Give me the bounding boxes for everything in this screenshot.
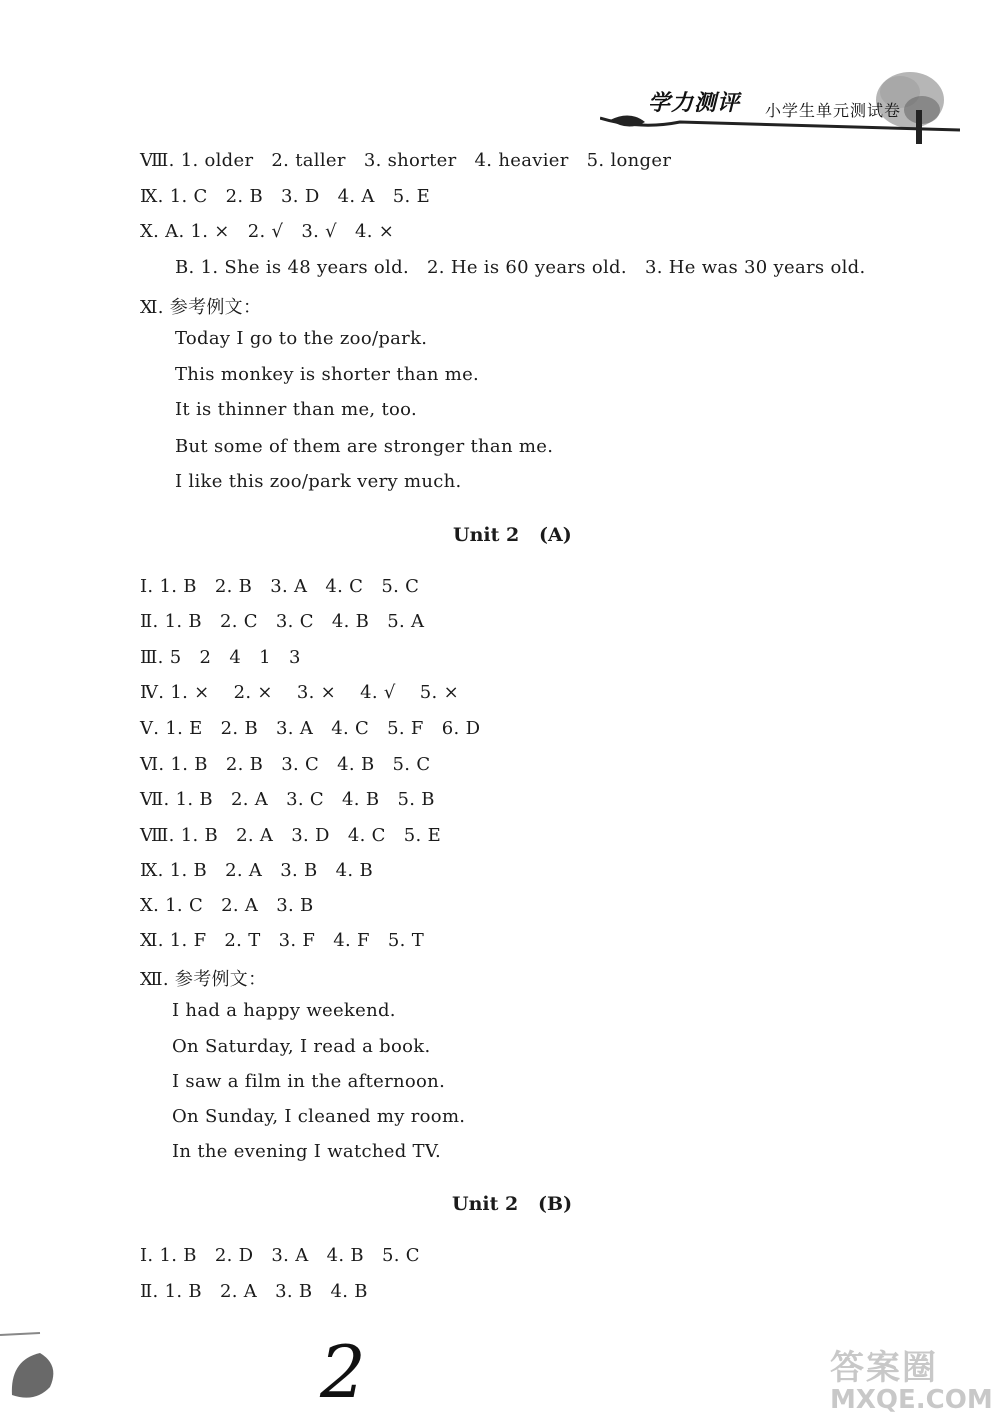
answer-line: Ⅻ. 参考例文： bbox=[140, 969, 267, 990]
essay-line: It is thinner than me, too. bbox=[175, 399, 417, 420]
brand-subtitle: 小学生单元测试卷 bbox=[765, 101, 902, 120]
corner-leaf-icon bbox=[0, 1325, 70, 1405]
essay-line: This monkey is shorter than me. bbox=[175, 364, 480, 385]
answer-line: Ⅺ. 1. F 2. T 3. F 4. F 5. T bbox=[140, 930, 424, 951]
essay-line: I saw a film in the afternoon. bbox=[172, 1071, 446, 1092]
essay-line: I like this zoo/park very much. bbox=[175, 471, 462, 492]
answer-line: Ⅳ. 1. × 2. × 3. × 4. √ 5. × bbox=[140, 682, 459, 703]
answer-line: Ⅹ. A. 1. × 2. √ 3. √ 4. × bbox=[140, 221, 395, 242]
answer-line: B. 1. She is 48 years old. 2. He is 60 years old. 3. He was 30 years old. bbox=[175, 257, 866, 278]
answer-line: Ⅷ. 1. older 2. taller 3. shorter 4. heavier 5. longer bbox=[140, 150, 672, 171]
watermark-url: MXQE.COM bbox=[830, 1385, 993, 1415]
answer-line: Ⅺ. 参考例文： bbox=[140, 297, 262, 318]
essay-line: On Saturday, I read a book. bbox=[172, 1036, 431, 1057]
section-title: Unit 2 (A) bbox=[453, 524, 572, 546]
answer-line: Ⅴ. 1. E 2. B 3. A 4. C 5. F 6. D bbox=[140, 718, 481, 739]
watermark bbox=[830, 1340, 993, 1415]
answer-line: Ⅹ. 1. C 2. A 3. B bbox=[140, 895, 314, 916]
answer-line: Ⅵ. 1. B 2. B 3. C 4. B 5. C bbox=[140, 754, 431, 775]
answer-line: Ⅰ. 1. B 2. B 3. A 4. C 5. C bbox=[140, 576, 420, 597]
answer-line: Ⅷ. 1. B 2. A 3. D 4. C 5. E bbox=[140, 825, 442, 846]
watermark-text: 答案圈 bbox=[830, 1348, 938, 1388]
answer-line: Ⅲ. 5 2 4 1 3 bbox=[140, 647, 301, 668]
essay-line: In the evening I watched TV. bbox=[172, 1141, 442, 1162]
answer-line: Ⅸ. 1. C 2. B 3. D 4. A 5. E bbox=[140, 186, 431, 207]
answer-line: Ⅶ. 1. B 2. A 3. C 4. B 5. B bbox=[140, 789, 435, 810]
essay-line: Today I go to the zoo/park. bbox=[175, 328, 428, 349]
essay-line: But some of them are stronger than me. bbox=[175, 436, 554, 457]
brand-title: 学力测评 bbox=[648, 91, 741, 116]
essay-line: On Sunday, I cleaned my room. bbox=[172, 1106, 466, 1127]
answer-line: Ⅱ. 1. B 2. A 3. B 4. B bbox=[140, 1281, 368, 1302]
answer-line: Ⅱ. 1. B 2. C 3. C 4. B 5. A bbox=[140, 611, 425, 632]
page-number: 2 bbox=[320, 1330, 366, 1414]
answer-line: Ⅸ. 1. B 2. A 3. B 4. B bbox=[140, 860, 373, 881]
section-title: Unit 2 (B) bbox=[452, 1193, 573, 1215]
answer-line: Ⅰ. 1. B 2. D 3. A 4. B 5. C bbox=[140, 1245, 420, 1266]
essay-line: I had a happy weekend. bbox=[172, 1000, 396, 1021]
